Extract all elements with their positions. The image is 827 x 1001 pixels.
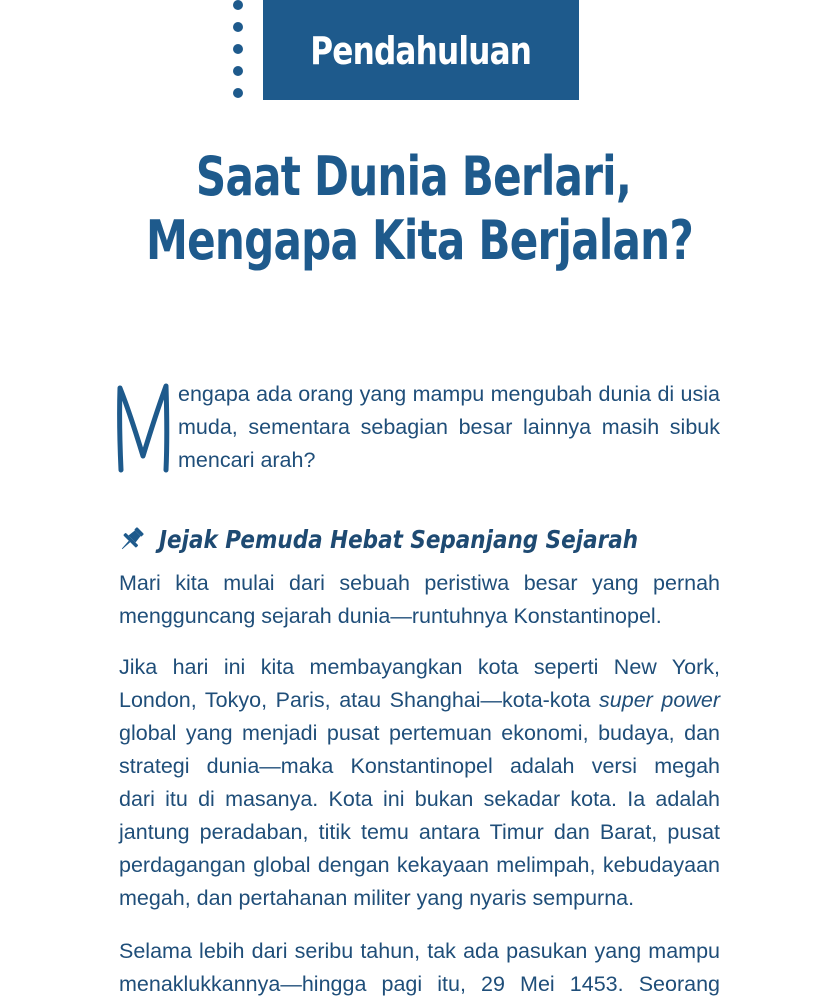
section-heading: [117, 524, 716, 554]
paragraph-line: [119, 684, 720, 717]
paragraph: [119, 567, 720, 633]
paragraph-line: mengguncang sejarah dunia—runtuhnya Konstantinopel.: [119, 604, 662, 628]
paragraph-line: global yang menjadi pusat pertemuan ekonomi, budaya, dan: [119, 721, 720, 745]
paragraph-line: jantung peradaban, titik temu antara Timur dan Barat, pusat: [119, 820, 720, 844]
dot: [233, 44, 243, 54]
dot: [233, 66, 243, 76]
intro-line: mencari arah?: [178, 448, 316, 472]
dot: [233, 22, 243, 32]
section-heading-text: Jejak Pemuda Hebat Sepanjang Sejarah: [159, 524, 639, 554]
emphasis-text: super power: [599, 688, 720, 712]
dot: [233, 0, 243, 10]
paragraph-line: perdagangan global dengan kekayaan melimpah, kebudayaan: [119, 853, 720, 877]
paragraph-line: Jika hari ini kita membayangkan kota seperti New York,: [119, 655, 720, 679]
paragraph-line: strategi dunia—maka Konstantinopel adalah versi megah: [119, 754, 720, 778]
chapter-banner: [263, 0, 579, 100]
page-title-line-1: Saat Dunia Berlari,: [195, 145, 632, 208]
drop-cap-letter-m: [114, 378, 172, 478]
chapter-label: Pendahuluan: [310, 29, 532, 73]
paragraph-text: London, Tokyo, Paris, atau Shanghai—kota-kota: [119, 688, 600, 712]
paragraph-line: megah, dan pertahanan militer yang nyaris sempurna.: [119, 886, 635, 910]
page-title-line-2: Mengapa Kita Berjalan?: [146, 209, 693, 272]
paragraph-line: dari itu di masanya. Kota ini bukan sekadar kota. Ia adalah: [119, 787, 720, 811]
paragraph-line: Selama lebih dari seribu tahun, tak ada pasukan yang mampu: [119, 939, 720, 963]
drop-cap: [114, 378, 172, 478]
paragraph: [119, 651, 720, 915]
paragraph-line: menaklukkannya—hingga pagi itu, 29 Mei 1453. Seorang: [119, 972, 720, 996]
decorative-dots: [232, 0, 244, 104]
intro-line: muda, sementara sebagian besar lainnya masih sibuk: [178, 415, 720, 439]
paragraph-line: Mari kita mulai dari sebuah peristiwa besar yang pernah: [119, 571, 720, 595]
dot: [233, 88, 243, 98]
pin-icon: [117, 524, 147, 554]
intro-line: engapa ada orang yang mampu mengubah dunia di usia: [178, 382, 720, 406]
intro-paragraph: [178, 378, 720, 477]
paragraph: [119, 935, 720, 1001]
